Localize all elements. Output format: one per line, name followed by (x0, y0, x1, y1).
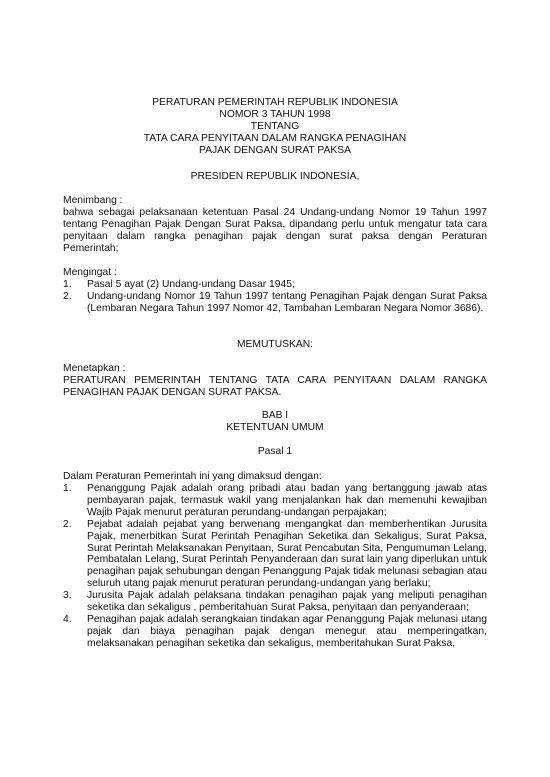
menimbang-label: Menimbang : (63, 195, 123, 206)
menimbang-text: bahwa sebagai pelaksanaan ketentuan Pasal 24 Undang-undang Nomor 19 Tahun 1997 tentang Penagihan Pajak Dengan Surat Paksa, dipandang perlu untuk mengatur tata cara penyitaan dalam rangka penagihan pajak dengan surat paksa dengan Peraturan Pemerintah; (63, 207, 487, 254)
list-number: 2. (63, 518, 72, 530)
list-text: Pasal 5 ayat (2) Undang-undang Dasar 1945; (87, 279, 295, 290)
list-number: 1. (63, 483, 72, 494)
list-number: 1. (63, 279, 72, 290)
title-line: TATA CARA PENYITAAN DALAM RANGKA PENAGIHAN (143, 132, 407, 144)
list-text: Pejabat adalah pejabat yang berwenang mengangkat dan memberhentikan Jurusita Pajak, menerbitkan Surat Perintah Penagihan Seketika dan Sekaligus, Surat Paksa, Surat Perintah Melaksanakan Penyitaan, Surat Pencabutan Sita, Pengumuman Lelang, Pembatalan Lelang, Surat Perintah Penyanderaan dan surat lain yang diperlukan untuk penagihan pajak sehubungan dengan Penanggung Pajak tidak melunasi sebagian atau seluruh utang pajak menurut peraturan perundang-undangan yang berlaku; (87, 518, 487, 590)
title-line: NOMOR 3 TAHUN 1998 (219, 108, 331, 120)
list-item (63, 519, 487, 590)
menetapkan-text: PERATURAN PEMERINTAH TENTANG TATA CARA PENYITAAN DALAM RANGKA PENAGIHAN PAJAK DENGAN SURAT PAKSA. (63, 375, 487, 398)
pasal-heading: Pasal 1 (257, 446, 293, 457)
title-line: PERATURAN PEMERINTAH REPUBLIK INDONESIA (152, 97, 398, 108)
list-item (63, 590, 487, 614)
document-title (63, 97, 487, 157)
bab-title: KETENTUAN UMUM (226, 422, 324, 433)
list-number: 3. (63, 590, 72, 602)
list-item (63, 291, 487, 315)
definitions-list (63, 483, 487, 650)
president-heading: PRESIDEN REPUBLIK INDONESIA, (190, 171, 360, 182)
definitions-intro: Dalam Peraturan Pemerintah ini yang dimaksud dengan: (63, 471, 322, 482)
list-text: Jurusita Pajak adalah pelaksana tindakan penagihan pajak yang meliputi penagihan seketika dan sekaligus , pemberitahuan Surat Paksa, penyitaan dan penyanderaan; (87, 590, 487, 614)
list-number: 4. (63, 613, 72, 625)
list-number: 2. (63, 290, 72, 302)
mengingat-list (63, 279, 487, 315)
mengingat-label: Mengingat : (63, 267, 117, 278)
list-text: Penanggung Pajak adalah orang pribadi atau badan yang bertanggung jawab atas pembayaran pajak, termasuk wakil yang menjalankan hak dan memenuhi kewajiban Wajib Pajak menurut peraturan perundang-undangan perpajakan; (87, 483, 487, 518)
title-line: PAJAK DENGAN SURAT PAKSA (198, 144, 351, 156)
bab-number: BAB I (261, 410, 289, 421)
menetapkan-label: Menetapkan : (63, 363, 126, 374)
list-item (63, 279, 487, 291)
title-line: TENTANG (250, 120, 300, 132)
list-text: Penagihan pajak adalah serangkaian tindakan agar Penanggung Pajak melunasi utang pajak dan biaya penagihan pajak dengan menegur atau memperingatkan, melaksanakan penagihan seketika dan sekaligus, memberitahukan Surat Paksa, (87, 613, 487, 649)
memutuskan-heading: MEMUTUSKAN: (236, 339, 314, 350)
list-item (63, 614, 487, 650)
list-item (63, 483, 487, 519)
list-text: Undang-undang Nomor 19 Tahun 1997 tentang Penagihan Pajak dengan Surat Paksa (Lembaran Negara Tahun 1997 Nomor 42, Tambahan Lembaran Negara Nomor 3686). (87, 290, 487, 314)
